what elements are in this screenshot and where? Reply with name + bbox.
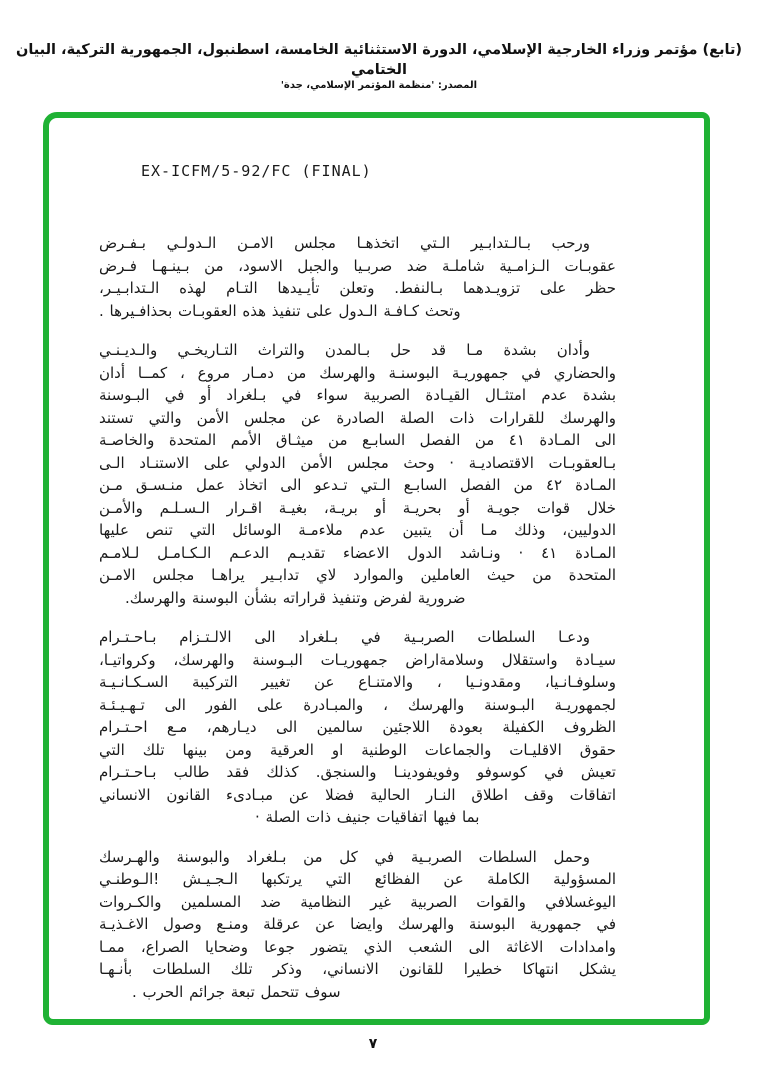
text-line: عقوبـات الـزامـية شاملـة ضد صربـيا والجبل الاسود، من بـينـهـا فـرض — [99, 256, 616, 275]
text-line: بشدة عدم امتثـال القيـادة الصربية سواء في بـلغراد أو في البـوسنة — [99, 386, 616, 404]
text-line: الظروف الكفيلة بعودة اللاجئين سالمين الى ديـارهم، مـع احـتـرام — [99, 718, 616, 736]
text-line: في جمهورية البوسنة والهرسك وايضا عن عرقلة ومنـع وصول الاغـذيـة — [99, 915, 616, 933]
text-line: المسؤولية الكاملة عن الفظائع التي يرتكبها الـجـيـش !الـوطنـي — [99, 870, 616, 888]
text-line: حقوق الاقليـات والجماعات الوطنية او العرقية ومن بينها تلك التي — [99, 740, 616, 759]
paragraph — [99, 232, 616, 322]
paragraph — [99, 846, 616, 1004]
text-line: ودعـا السلطات الصربـية في بـلغراد الى الالـتـزام بـاحـتـرام — [99, 628, 590, 646]
text-line: تعيش في كوسوفو وفويفودينـا والسنجق. كذلك فقد طالب بـاحـتـرام — [99, 763, 616, 781]
page-number: ٧ — [368, 1036, 378, 1052]
text-line: يشكل انتهاكا خطيرا للقانون الانساني، وذكر تلك السلطات بأنـهـا — [99, 960, 616, 978]
text-line: خلال قوات جويـة أو بحريـة أو بريـة، بغيـة اقـرار الـسـلـم والأمـن — [99, 498, 616, 517]
text-line: والحضاري في جمهوريـة البوسنـة والهرسك من دمـار مروع ، كمــا أدان — [99, 363, 616, 382]
text-line: المـادة ٤٢ من الفصل السابـع الـتي تـدعو الى اتخاذ عمل منـسـق مـن — [99, 476, 616, 494]
text-line: الى المـادة ٤١ من الفصل السابـع من ميثـاق الأمم المتحدة والخاصـة — [99, 431, 616, 449]
text-line: وامدادات الاغاثة الى الشعب الذي يتضور جوعا وضحايا الصراع، ممـا — [99, 937, 616, 956]
text-line: اتفاقات وقف اطلاق النـار الحالية فضلا عن مبـادىء القانون الانساني — [99, 785, 616, 804]
text-line: والهرسك للقرارات ذات الصلة الصادرة عن مجلس الأمن والتي تستند — [99, 408, 616, 427]
document-body — [99, 232, 616, 1020]
text-line: وأدان بشدة مـا قد حل بـالمدن والتراث التـاريخـي والـديـنـي — [99, 341, 590, 359]
text-line: وسلوفـانـيا، ومقدونـيا ، والامتنـاع عن تغيير التركيبة السـكـانـيـة — [99, 673, 616, 691]
text-line: اليوغسلافي والقوات الصربية غير النظامية ضد المسلمين والكـروات — [99, 892, 616, 911]
text-line: المـادة ٤١ · ونـاشد الدول الاعضاء تقديـم الدعـم الـكـامـل لـلامـم — [99, 543, 617, 562]
text-line: ضرورية لفرض وتنفيذ قراراته بشأن البوسنة والهرسك. — [125, 588, 466, 607]
text-line: حظر على تزويـدهما بـالنفط. وتعلن تأيـيدها التـام لهذه الـتدابـيـر، — [99, 279, 616, 297]
text-line: بـالعقوبـات الاقتصاديـة · وحث مجلس الأمن الدولي على الاستنـاد الـى — [99, 453, 616, 472]
reference-code: EX-ICFM/5-92/FC (FINAL) — [141, 162, 372, 180]
text-line: المتحدة من حيث العاملين والموارد لاي تدابـير يراهـا مجلس الامـن — [99, 566, 616, 584]
text-line: سيـادة واستقلال وسلامةاراض جمهوريـات البـوسنة والهرسك، وكرواتيـا، — [99, 650, 616, 669]
text-line: الدوليين، وذلك مـا أن يتبين عدم ملاءمـة الوسائل التي تنص عليها — [99, 521, 616, 539]
text-line: ورحب بـالـتدابـير الـتي اتخذهـا مجلس الامـن الـدولـي بـفـرض — [99, 234, 590, 252]
text-line: بما فيها اتفاقيات جنيف ذات الصلة · — [255, 808, 480, 826]
paragraph — [99, 626, 616, 829]
text-line: وحمل السلطات الصربـية في كل من بـلغراد والبوسنة والهـرسك — [99, 847, 590, 866]
text-line: وتحث كـافـة الـدول على تنفيذ هذه العقوبـات بحذافـيرها . — [99, 301, 461, 320]
paragraph — [99, 339, 616, 609]
document-frame — [43, 112, 710, 1025]
header-source: المصدر: 'منظمة المؤتمر الإسلامي، جدة' — [280, 80, 478, 91]
text-line: سوف تتحمل تبعة جرائم الحرب . — [132, 982, 341, 1001]
text-line: لجمهوريـة البـوسنة والهرسك ، والمبـادرة على الفور الى تـهـيـئـة — [99, 695, 616, 714]
header-title: (تابع) مؤتمر وزراء الخارجية الإسلامي، الدورة الاستثنائية الخامسة، اسطنبول، الجمهورية التركية، البيان الختامي — [15, 42, 743, 78]
